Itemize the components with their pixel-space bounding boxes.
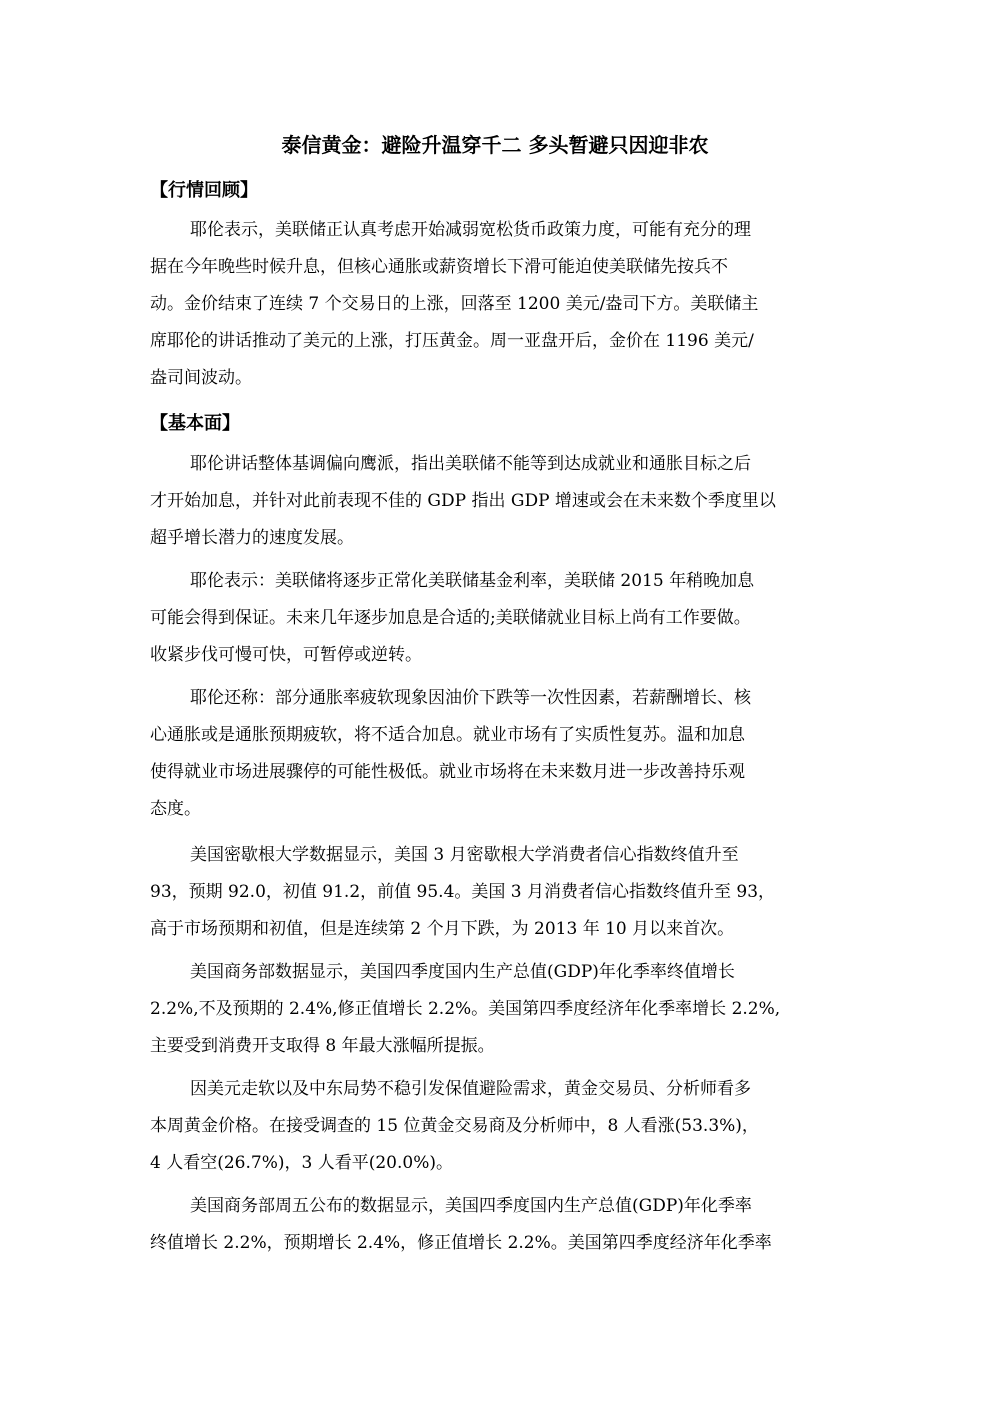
text-line: 盎司间波动。 (150, 368, 252, 388)
text-line: 耶伦表示，美联储正认真考虑开始减弱宽松货币政策力度，可能有充分的理 (190, 220, 751, 240)
text-line: 美国商务部周五公布的数据显示，美国四季度国内生产总值(GDP)年化季率 (190, 1196, 752, 1216)
text-line: 终值增长 2.2%，预期增长 2.4%，修正值增长 2.2%。美国第四季度经济年化季率 (150, 1233, 772, 1253)
section-heading-market-review: 【行情回顾】 (150, 180, 258, 201)
text-line: 收紧步伐可慢可快，可暂停或逆转。 (150, 645, 422, 665)
text-line: 高于市场预期和初值，但是连续第 2 个月下跌，为 2013 年 10 月以来首次。 (150, 919, 735, 939)
text-line: 耶伦表示：美联储将逐步正常化美联储基金利率，美联储 2015 年稍晚加息 (190, 571, 755, 591)
text-line: 2.2%,不及预期的 2.4%,修正值增长 2.2%。美国第四季度经济年化季率增长 2.2%, (150, 999, 781, 1019)
text-line: 据在今年晚些时候升息，但核心通胀或薪资增长下滑可能迫使美联储先按兵不 (150, 257, 728, 277)
article-title: 泰信黄金：避险升温穿千二 多头暂避只因迎非农 (281, 133, 709, 157)
paragraph-fundamentals-7 (150, 1188, 840, 1262)
section-heading-fundamentals: 【基本面】 (150, 413, 240, 434)
text-line: 超乎增长潜力的速度发展。 (150, 528, 354, 548)
text-line: 态度。 (150, 799, 201, 819)
paragraph-fundamentals-1 (150, 446, 840, 557)
paragraph-fundamentals-4 (150, 837, 840, 948)
text-line: 席耶伦的讲话推动了美元的上涨，打压黄金。周一亚盘开后，金价在 1196 美元/ (150, 331, 754, 351)
text-line: 93，预期 92.0，初值 91.2，前值 95.4。美国 3 月消费者信心指数终值升至 93， (150, 882, 776, 902)
text-line: 才开始加息，并针对此前表现不佳的 GDP 指出 GDP 增速或会在未来数个季度里以 (150, 491, 776, 511)
text-line: 心通胀或是通胀预期疲软，将不适合加息。就业市场有了实质性复苏。温和加息 (150, 725, 745, 745)
text-line: 耶伦讲话整体基调偏向鹰派，指出美联储不能等到达成就业和通胀目标之后 (190, 454, 751, 474)
text-line: 主要受到消费开支取得 8 年最大涨幅所提振。 (150, 1036, 495, 1056)
text-line: 美国商务部数据显示，美国四季度国内生产总值(GDP)年化季率终值增长 (190, 962, 735, 982)
text-line: 美国密歇根大学数据显示，美国 3 月密歇根大学消费者信心指数终值升至 (190, 845, 739, 865)
paragraph-fundamentals-6 (150, 1071, 840, 1182)
paragraph-fundamentals-3 (150, 680, 840, 828)
text-line: 可能会得到保证。未来几年逐步加息是合适的;美联储就业目标上尚有工作要做。 (150, 608, 751, 628)
text-line: 使得就业市场进展骤停的可能性极低。就业市场将在未来数月进一步改善持乐观 (150, 762, 745, 782)
text-line: 本周黄金价格。在接受调查的 15 位黄金交易商及分析师中，8 人看涨(53.3%)， (150, 1116, 759, 1136)
text-line: 动。金价结束了连续 7 个交易日的上涨，回落至 1200 美元/盎司下方。美联储主 (150, 294, 759, 314)
paragraph-fundamentals-5 (150, 954, 840, 1065)
paragraph-fundamentals-2 (150, 563, 840, 674)
text-line: 因美元走软以及中东局势不稳引发保值避险需求，黄金交易员、分析师看多 (190, 1079, 751, 1099)
text-line: 4 人看空(26.7%)，3 人看平(20.0%)。 (150, 1153, 453, 1173)
text-line: 耶伦还称：部分通胀率疲软现象因油价下跌等一次性因素，若薪酬增长、核 (190, 688, 751, 708)
paragraph-market-review (150, 212, 840, 397)
